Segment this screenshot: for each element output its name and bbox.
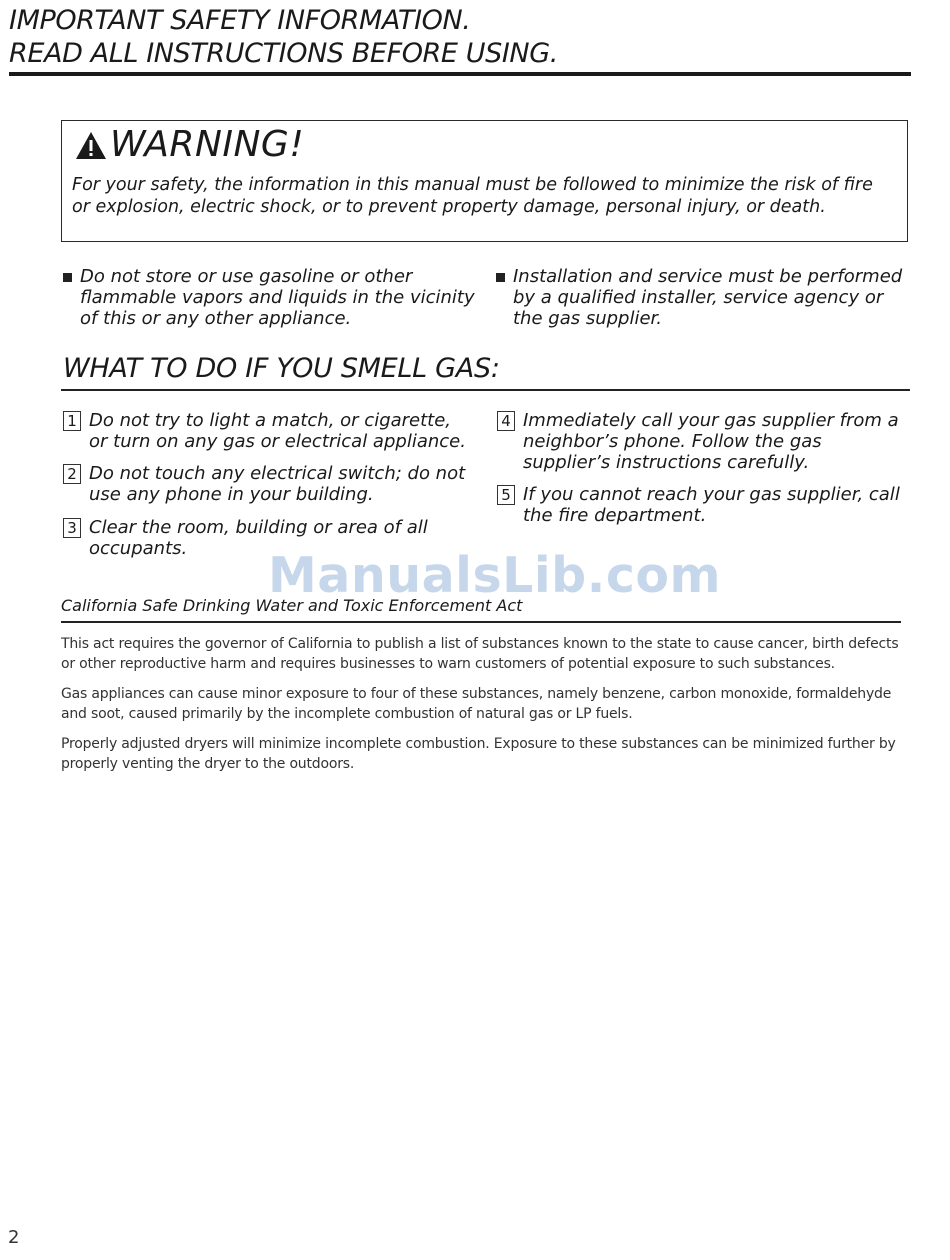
bullet-text: Do not store or use gasoline or other flammable vapors and liquids in the vicinity of this or any other appliance. <box>80 266 475 329</box>
gas-step <box>497 484 907 526</box>
step-text: If you cannot reach your gas supplier, call the fire department. <box>523 484 900 526</box>
gas-section-rule <box>61 389 910 391</box>
header-rule <box>9 72 911 76</box>
california-paragraph: Properly adjusted dryers will minimize incomplete combustion. Exposure to these substances can be minimized further by properly venting the dryer to the outdoors. <box>61 736 896 772</box>
step-text: Clear the room, building or area of all occupants. <box>89 517 428 559</box>
gas-step <box>63 463 473 505</box>
step-text: Do not touch any electrical switch; do not use any phone in your building. <box>89 463 466 505</box>
bullet-square-icon <box>63 273 72 282</box>
gas-section-title: WHAT TO DO IF YOU SMELL GAS: <box>63 353 500 384</box>
warning-text: For your safety, the information in this manual must be followed to minimize the risk of fire or explosion, electric shock, or to prevent property damage, personal injury, or death. <box>72 175 873 217</box>
step-number: 3 <box>63 518 81 538</box>
gas-step <box>497 410 907 473</box>
bullet-text: Installation and service must be performed by a qualified installer, service agency or the gas supplier. <box>513 266 903 329</box>
warning-triangle-icon <box>74 129 108 161</box>
page-number: 2 <box>8 1227 20 1248</box>
bullet-square-icon <box>496 273 505 282</box>
header-line-2: READ ALL INSTRUCTIONS BEFORE USING. <box>9 38 558 69</box>
california-paragraph: Gas appliances can cause minor exposure to four of these substances, namely benzene, carbon monoxide, formaldehyde and soot, caused primarily by the incomplete combustion of natural gas or LP fuels. <box>61 686 892 722</box>
california-paragraph: This act requires the governor of California to publish a list of substances known to the state to cause cancer, birth defects or other reproductive harm and requires businesses to warn customers of potential exposure to such substances. <box>61 636 899 672</box>
page-header <box>9 4 911 70</box>
bullet-item <box>63 266 483 329</box>
bullet-item <box>496 266 916 329</box>
step-number: 5 <box>497 485 515 505</box>
warning-title: WARNING! <box>110 124 305 165</box>
warning-box <box>61 120 908 242</box>
step-text: Immediately call your gas supplier from a neighbor’s phone. Follow the gas supplier’s instructions carefully. <box>523 410 899 473</box>
step-text: Do not try to light a match, or cigarette, or turn on any gas or electrical appliance. <box>89 410 466 452</box>
gas-step <box>63 410 473 452</box>
step-number: 4 <box>497 411 515 431</box>
watermark: ManualsLib.com <box>268 547 722 604</box>
california-title: California Safe Drinking Water and Toxic Enforcement Act <box>61 596 523 615</box>
warning-heading <box>74 123 304 167</box>
california-rule <box>61 621 901 623</box>
header-line-1: IMPORTANT SAFETY INFORMATION. <box>9 5 471 36</box>
step-number: 1 <box>63 411 81 431</box>
step-number: 2 <box>63 464 81 484</box>
